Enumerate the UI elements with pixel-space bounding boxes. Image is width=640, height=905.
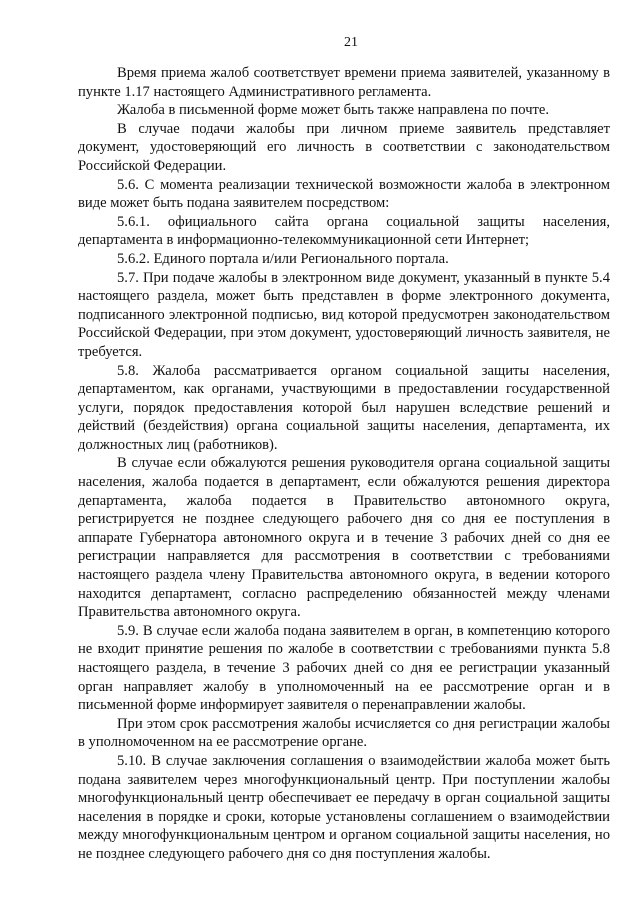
paragraph-5-6-2: 5.6.2. Единого портала и/или Регионального портала. [117,250,449,267]
paragraph-review-period: При этом срок рассмотрения жалобы исчисляется со дня регистрации жалобы в уполномоченном на ее рассмотрение органе. [78,715,610,751]
paragraph-5-6: 5.6. С момента реализации технической возможности жалоба в электронном виде может быть подана заявителем посредством: [78,176,610,212]
paragraph-complaint-hours: Время приема жалоб соответствует времени приема заявителей, указанному в пункте 1.17 настоящего Административного регламента. [78,65,610,100]
paragraph-head-decisions: В случае если обжалуются решения руководителя органа социальной защиты населения, жалоба подается в департамент, если обжалуются решения директора департамента, жалоба подается в Правительство автономного округа, регистрируется не позднее следующего рабочего дня со дня ее поступления в аппарате Губернатора автономного округа и в течение 3 рабочих дней со дня ее регистрации направляется для рассмотрения в соответствии с требованиями настоящего раздела члену Правительства автономного округа, в ведении которого находится департамент, согласно распределению обязанностей между членами Правительства автономного округа. [78,455,610,621]
paragraph-5-7: 5.7. При подаче жалобы в электронном виде документ, указанный в пункте 5.4 настоящего раздела, может быть представлен в форме электронного документа, подписанного электронной подписью, вид которой предусмотрен законодательством Российской Федерации, при этом документ, удостоверяющий личность заявителя, не требуется. [78,269,610,360]
paragraph-5-8: 5.8. Жалоба рассматривается органом социальной защиты населения, департаментом, как органами, участвующими в предоставлении государственной услуги, порядок предоставления которой был нарушен вследствие решений и действий (бездействия) органа социальной защиты населения, департамента, их должностных лиц (работников). [78,362,610,453]
page-number: 21 [344,35,358,50]
paragraph-personal-submission: В случае подачи жалобы при личном приеме заявитель представляет документ, удостоверяющий его личность в соответствии с законодательством Российской Федерации. [78,120,610,174]
paragraph-5-6-1: 5.6.1. официального сайта органа социальной защиты населения, департамента в информационно-телекоммуникационной сети Интернет; [78,213,610,249]
paragraph-5-9: 5.9. В случае если жалоба подана заявителем в орган, в компетенцию которого не входит принятие решения по жалобе в соответствии с требованиями пункта 5.8 настоящего раздела, в течение 3 рабочих дней со дня ее регистрации указанный орган направляет жалобу в уполномоченный на ее рассмотрение орган и в письменной форме информирует заявителя о перенаправлении жалобы. [78,622,610,714]
paragraph-postal-complaint: Жалоба в письменной форме может быть также направлена по почте. [117,102,550,119]
paragraph-5-10: 5.10. В случае заключения соглашения о взаимодействии жалоба может быть подана заявителем через многофункциональный центр. При поступлении жалобы многофункциональный центр обеспечивает ее передачу в орган социальной защиты населения в порядке и сроки, которые установлены соглашением о взаимодействии между многофункциональным центром и органом социальной защиты населения, но не позднее следующего рабочего дня со дня поступления жалобы. [78,752,610,862]
